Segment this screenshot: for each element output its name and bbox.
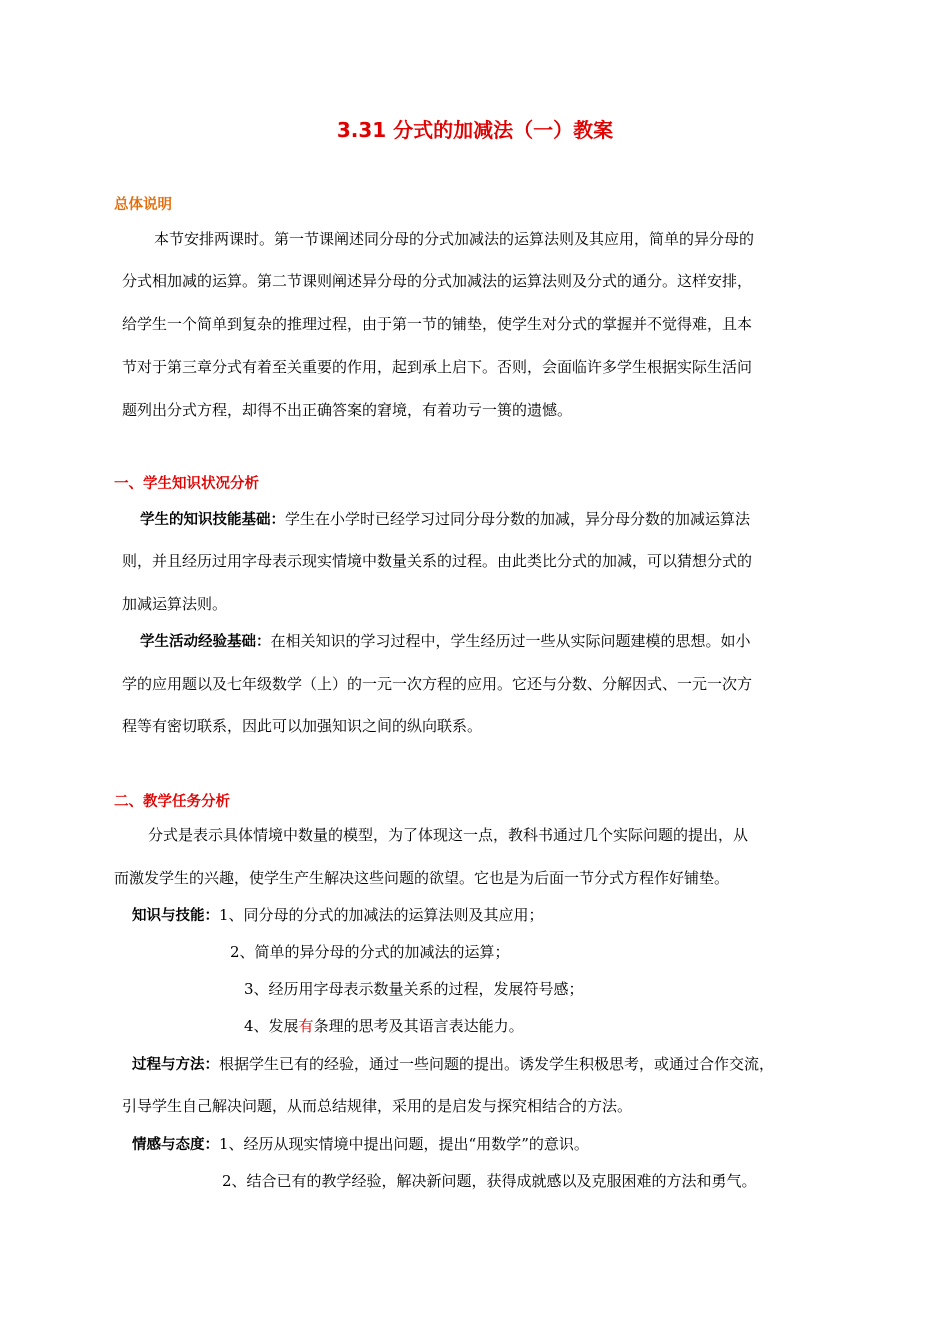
emotion-label: 情感与态度： [132, 1137, 219, 1153]
overview-line-1: 本节安排两课时。第一节课阐述同分母的分式加减法的运算法则及其应用，简单的异分母的 [154, 230, 755, 248]
section1-heading: 一、学生知识状况分析 [114, 476, 259, 492]
skill-3: 3、经历用字母表示数量关系的过程，发展符号感； [244, 980, 584, 998]
emotion-line-1 [132, 1134, 589, 1155]
document-title: 3.31 分式的加减法（一）教案 [336, 118, 614, 142]
overview-line-4: 节对于第三章分式有着至关重要的作用，起到承上启下。否则，会面临许多学生根据实际生活问 [122, 358, 753, 376]
overview-line-3: 给学生一个简单到复杂的推理过程，由于第一节的铺垫，使学生对分式的掌握并不觉得难，且本 [122, 315, 753, 333]
skill-4-part-a: 4、发展 [244, 1017, 299, 1035]
skills-line-1 [132, 905, 544, 926]
process-line-1 [132, 1054, 774, 1075]
activity-line-3: 程等有密切联系，因此可以加强知识之间的纵向联系。 [122, 717, 483, 735]
knowledge-line-3: 加减运算法则。 [122, 595, 228, 613]
overview-line-5: 题列出分式方程，却得不出正确答案的窘境，有着功亏一篑的遗憾。 [122, 401, 573, 419]
emotion-text-1: 1、经历从现实情境中提出问题，提出“用数学”的意识。 [219, 1135, 589, 1153]
knowledge-label: 学生的知识技能基础： [140, 512, 285, 528]
emotion-line-2: 2、结合已有的教学经验，解决新问题，获得成就感以及克服困难的方法和勇气。 [222, 1172, 757, 1190]
skill-4-part-b: 有 [298, 1017, 314, 1035]
activity-label: 学生活动经验基础： [140, 634, 271, 650]
task-intro-line-2: 而激发学生的兴趣，使学生产生解决这些问题的欲望。它也是为后面一节分式方程作好铺垫。 [114, 869, 730, 887]
task-intro-line-1: 分式是表示具体情境中数量的模型，为了体现这一点，教科书通过几个实际问题的提出，从 [148, 826, 749, 844]
activity-line-2: 学的应用题以及七年级数学（上）的一元一次方程的应用。它还与分数、分解因式、一元一次方 [122, 675, 753, 693]
knowledge-line-2: 则，并且经历过用字母表示现实情境中数量关系的过程。由此类比分式的加减，可以猜想分式的 [122, 552, 753, 570]
skill-1: 1、同分母的分式的加减法的运算法则及其应用； [219, 906, 544, 924]
skills-label: 知识与技能： [132, 908, 219, 924]
overview-heading: 总体说明 [114, 197, 172, 213]
activity-text-1: 在相关知识的学习过程中，学生经历过一些从实际问题建模的思想。如小 [270, 632, 751, 650]
overview-line-2: 分式相加减的运算。第二节课则阐述异分母的分式加减法的运算法则及分式的通分。这样安排， [122, 272, 753, 290]
skill-2: 2、简单的异分母的分式的加减法的运算； [230, 943, 510, 961]
process-line-2: 引导学生自己解决问题，从而总结规律，采用的是启发与探究相结合的方法。 [122, 1097, 633, 1115]
skill-4-part-c: 条理的思考及其语言表达能力。 [313, 1017, 524, 1035]
knowledge-line-1 [140, 509, 750, 530]
section2-heading: 二、教学任务分析 [114, 794, 230, 810]
process-text-1: 根据学生已有的经验，通过一些问题的提出。诱发学生积极思考，或通过合作交流， [219, 1055, 775, 1073]
activity-line-1 [140, 631, 751, 652]
process-label: 过程与方法： [132, 1057, 219, 1073]
knowledge-text-1: 学生在小学时已经学习过同分母分数的加减，异分母分数的加减运算法 [285, 510, 751, 528]
skill-4 [244, 1016, 524, 1036]
